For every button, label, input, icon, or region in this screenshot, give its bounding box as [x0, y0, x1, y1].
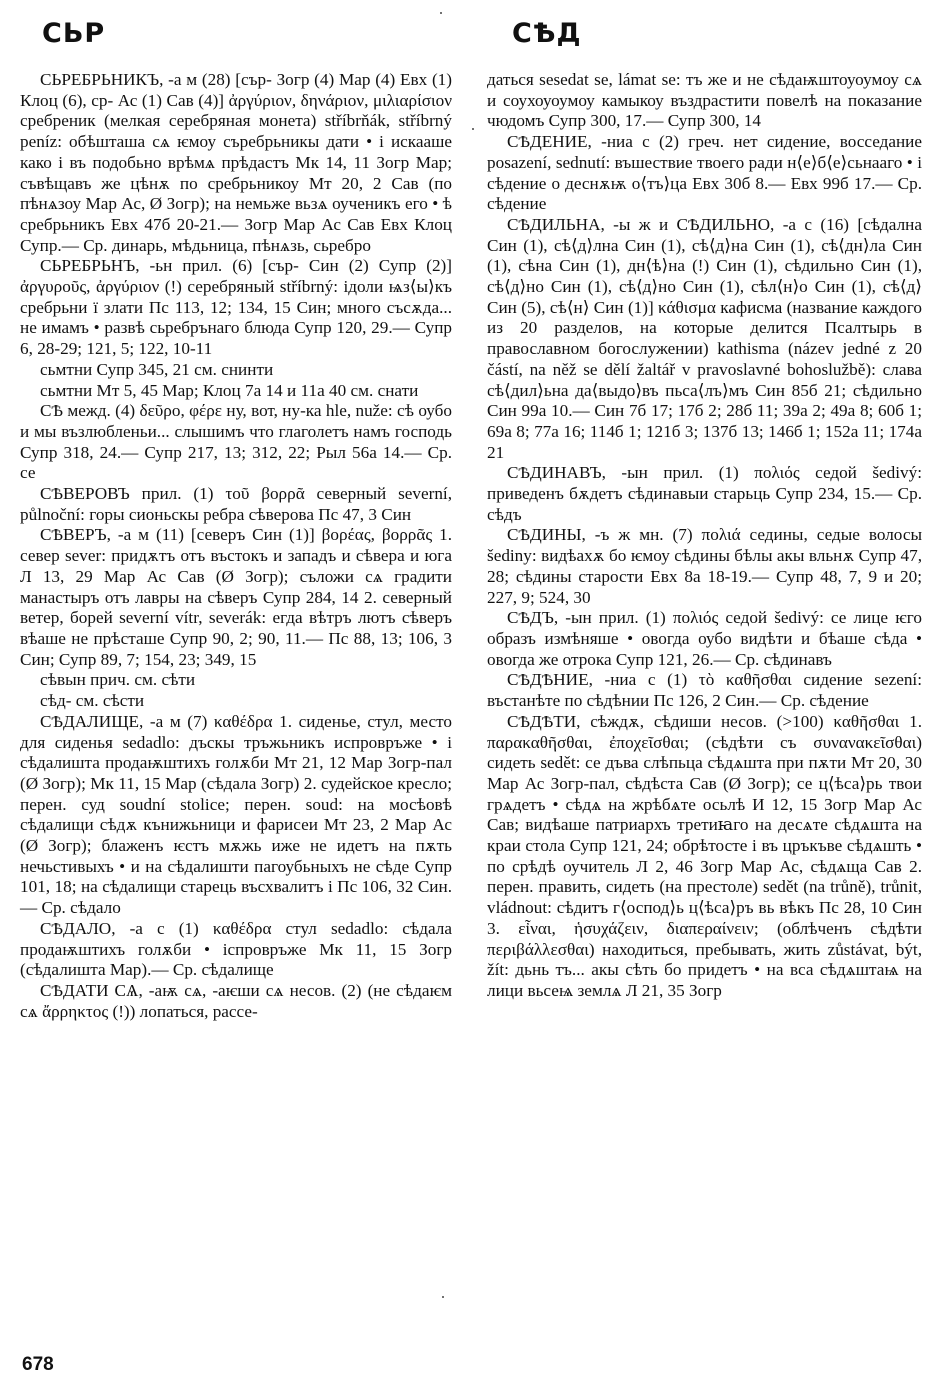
- dictionary-entry: СѢДѢНИЕ, -ниа с (1) τὸ καθῆσθαι сидение sezení: въстанѣте по сѣдѣнии Пс 126, 2 Син.— Ср. сѣдение: [487, 670, 922, 711]
- cross-reference-entry: сѣд- см. сѣсти: [40, 691, 145, 711]
- page-number: 678: [22, 1354, 54, 1375]
- dictionary-entry: СѢДЕНИЕ, -ниа с (2) греч. нет сидение, восседание posazení, sednutí: въшествие твоего ради н⟨е⟩б⟨е⟩сьнааго • і сѣдение о деснѫѭ о⟨тъ⟩ца Евх 30б 8.— Евх 99б 17.— Ср. сѣдение: [487, 132, 922, 214]
- continued-entry: даться sesedat se, lámat se: тъ же и не сѣдаѭштоуоумоу сѧ и соухоуоумоу камыкоу въздрастити повелѣ на показание чюдомъ Супр 300, 17.— Супр 300, 14: [487, 70, 922, 131]
- dictionary-entry: СѢДАЛО, -а с (1) καθέδρα стул sedadlo: сѣдала продаѭштихъ голѫби • іспровръже Мк 11, 15 Зогр (сѣдалишта Мар).— Ср. сѣдалище: [20, 918, 452, 980]
- dictionary-entry: СѢВЕРОВЪ прил. (1) τοῦ βορρᾶ северный severní, půlnoční: горы сионьскы ребра сѣверова Пс 47, 3 Син: [20, 484, 452, 524]
- right-column: [487, 70, 922, 1002]
- dictionary-entry: СѢДИЛЬНА, -ы ж и СѢДИЛЬНО, -а с (16) [сѣдална Син (1), сѣ⟨д⟩лна Син (1), сѣ⟨д⟩на Син (1), сѣ⟨дн⟩ла Син (1), сѣна Син (1), дн⟨ѣ⟩на (!) Син (1), сѣдильно Син (1), сѣ⟨д⟩но Син (1), сѣ⟨д⟩но Син (1), сѣл⟨н⟩о Син (1), сѣ⟨д⟩ Син (5), сѣ⟨н⟩ Син (1)] κάθισμα кафисма (название каждого из 20 разделов, на которые делится Псалтырь в православном богослужении) kathisma (název jedné z 20 částí, na něž se dělí žaltář v pravoslavné bohoslužbě): слава сѣ⟨дил⟩ьна да⟨выдо⟩въ пьса⟨лъ⟩мъ Син 85б 21; сѣдильно Син 99а 10.— Син 7б 17; 17б 2; 28б 11; 39а 2; 49а 8; 60б 1; 69а 8; 77а 16; 114б 1; 121б 3; 137б 13; 146б 1; 152а 11; 174а 21: [487, 214, 922, 462]
- dictionary-entry: СѢВЕРЪ, -а м (11) [северъ Син (1)] βορέας, βορρᾶς 1. север sever: придѫтъ отъ въстокъ и западъ и сѣвера и юга Л 13, 29 Мар Ас Сав (Ø Зогр); съложи сѧ градити манастыръ отъ лавры на сѣверъ Супр 284, 14 2. северный ветер, борей severní vítr, severák: егда вѣтръ лютъ сѣверъ вѣаше не прѣсташе Супр 90, 2; 90, 11.— Пс 88, 13; 106, 3 Син; Супр 89, 7; 154, 23; 349, 15: [20, 525, 452, 669]
- dictionary-entry: СѢДЪ, -ын прил. (1) πολιός седой šedivý: се лице ѥго образъ измѣняше • овогда оубо видѣти и бѣаше сѣда • овогда же отрока Супр 121, 26.— Ср. сѣдинавъ: [487, 608, 922, 669]
- cross-reference-entry: сьмтни Мт 5, 45 Мар; Клоц 7а 14 и 11а 40 см. снати: [40, 380, 419, 400]
- dictionary-entry: СЬРЕБРЬНЪ, -ьн прил. (6) [сър- Син (2) Супр (2)] ἀργυροῦς, ἀργύριον (!) серебряный stříbrný: ідоли ѩз⟨ы⟩къ сребрьни ї злати Пс 113, 12; 134, 15 Син; много съсѫда... не имамъ • развѣ сьребрънаго блюда Супр 120, 29.— Супр 6, 28-29; 121, 5; 122, 10-11: [20, 256, 452, 359]
- dictionary-entry: СѢДАЛИЩЕ, -а м (7) καθέδρα 1. сиденье, стул, место для сиденья sedadlo: дъскы тръжьникъ испровръже • і сѣдалишта продаѭштихъ голѫби Мт 21, 12 Мар Зогр-пал (Ø Зогр); Мк 11, 15 Мар (сѣдала Зогр) 2. судейское кресло; перен. суд soudní stolice; перен. soud: на мосѣовѣ сѣдалищи сѣдѫ кънижьници и фарисеи Мт 23, 2 Мар Ас (Ø Зогр); блаженъ ѥстъ мѫжь иже не идетъ на пѫть нечьстивыхъ • и на сѣдалишти пагоубьныхъ не сѣде Супр 101, 18; на сѣдалищи старець въсхвалитъ і Пс 106, 32 Син.— Ср. сѣдало: [20, 711, 452, 918]
- cross-reference-entry: сьмтни Супр 345, 21 см. снинти: [40, 359, 274, 379]
- cross-reference-entry: сѣвын прич. см. сѣти: [40, 670, 196, 690]
- dictionary-entry: СЬРЕБРЬНИКЪ, -а м (28) [сър- Зогр (4) Мар (4) Евх (1) Клоц (6), ср- Ас (1) Сав (4)] ἀργύριον, δηνάριον, μιλιαρίσιον сребреник (мелкая серебряная монета) stříbrňák, stříbrný peníz: обѣшташа сѧ ѥмоу съребрьникы дати • і искааше како і въ подобьно врѣмѧ прѣдастъ Мк 14, 11 Зогр Мар; съвѣщавъ же цѣнѫ по сребрьникоу Мт 20, 2 Сав (по пѣнѧзоу Мар Ас, Ø Зогр); на немьже вьзѧ оученикъ его • ѣ сребрьникъ Евх 47б 20-21.— Зогр Мар Ас Сав Евх Клоц Супр.— Ср. динарь, мѣдьница, пѣнѧзь, сьребро: [20, 70, 452, 255]
- print-speck: [442, 1296, 444, 1298]
- dictionary-entry: СѢДѢТИ, сѣждѫ, сѣдиши несов. (>100) καθῆσθαι 1. παρακαθῆσθαι, ἐποχεῖσθαι; (сѣдѣти съ συνανακεῖσθαι) сидеть sedět: се дъва слѣпьца сѣдѧшта при пѫти Мт 20, 30 Мар Ас Зогр-пал, сѣдѣста Сав (Ø Зогр); се ц⟨ѣса⟩рь твои грѧдетъ • сѣдѧ на жрѣбѧте осьлѣ И 12, 15 Зогр Мар Ас Сав; видѣаше патриархъ третиꙗго на десѧте сѣдѧшта на краи стола Супр 121, 24; обрѣтосте і въ цръкъве сѣдѧшть • по срѣдѣ оучитель Л 2, 46 Зогр Мар Ас, сѣдѧща Сав 2. перен. править, сидеть (на престоле) sedět (na trůně), trůnit, vládnout: сѣдитъ г⟨оспод⟩ь ц⟨ѣса⟩ръ вь вѣкъ Пс 28, 10 Син 3. εἶναι, ἡσυχάζειν, διαπεραίνειν; (облѣченъ сѣдѣти περιβάλλεσθαι) находиться, пребывать, жить zůstávat, být, žít: дьнь тъ... акы сѣть бо придетъ • на вса сѣдѧштаѩ на лици вьсеѩ землѧ Л 21, 35 Зогр: [487, 711, 922, 1000]
- dictionary-entry: СѢДИНАВЪ, -ын прил. (1) πολιός седой šedivý: приведенъ бѫдетъ сѣдинавыи старьць Супр 234, 15.— Ср. сѣдъ: [487, 463, 922, 524]
- dictionary-entry: СѢДАТИ СѦ, -аѭ сѧ, -аѥши сѧ несов. (2) (не сѣдаѥм сѧ ἄρρηκτος (!)) лопаться, рассе-: [20, 980, 452, 1021]
- dictionary-entry: СѢДИНЫ, -ъ ж мн. (7) πολιά седины, седые волосы šediny: видѣахѫ бо ѥмоу сѣдины бѣлы акы вльнѫ Супр 47, 28; сѣдины старости Евх 8а 18-19.— Супр 48, 7, 9 и 20; 227, 9; 524, 30: [487, 525, 922, 607]
- header-left-word: СЬР: [42, 18, 106, 49]
- print-speck: [440, 12, 442, 14]
- header-right-word: СѢД: [512, 18, 582, 49]
- print-speck: [472, 128, 474, 130]
- dictionary-entry: СѢ межд. (4) δεῦρο, φέρε ну, вот, ну-ка hle, nuže: сѣ оубо и мы възлюбленьи... слышимъ что глаголетъ намъ господь Супр 318, 24.— Супр 217, 13; 312, 22; Рыл 56а 14.— Ср. се: [20, 401, 452, 483]
- left-column: [20, 70, 452, 1022]
